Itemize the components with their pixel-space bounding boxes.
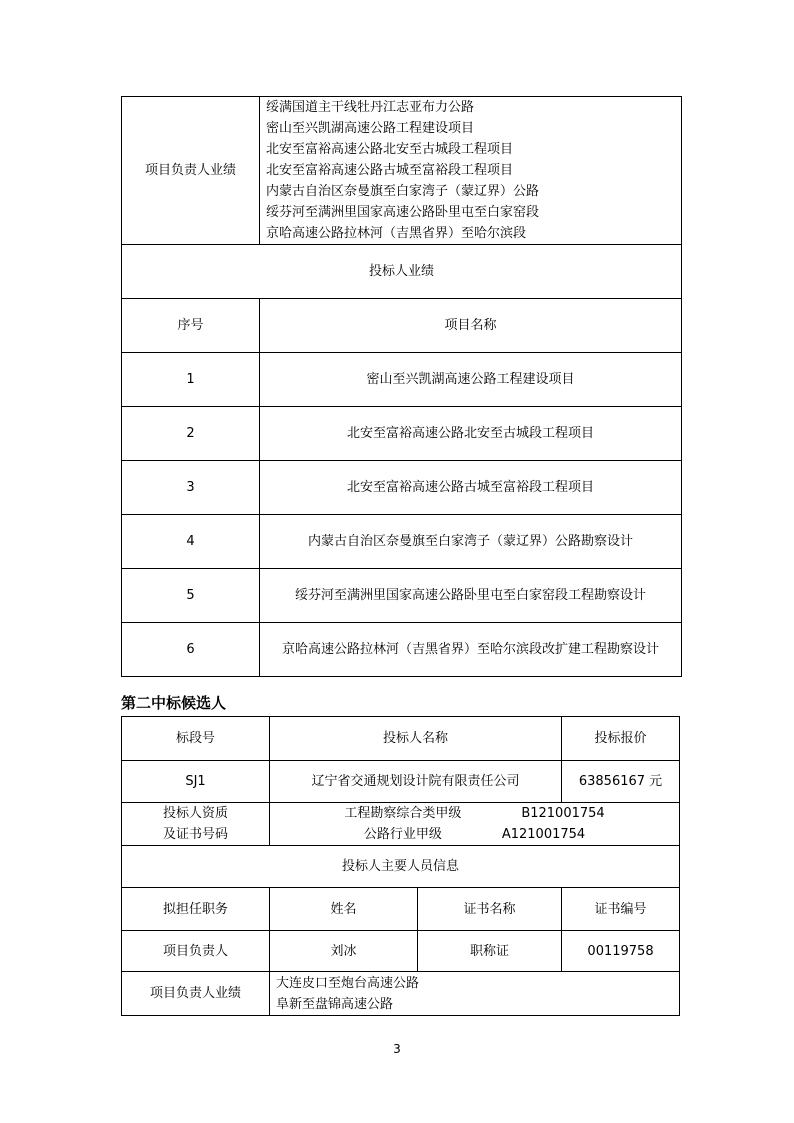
table-row xyxy=(122,407,682,461)
leader-performance-list xyxy=(260,97,682,245)
column-header-cert-no: 证书编号 xyxy=(562,888,680,931)
row-project-name: 内蒙古自治区奈曼旗至白家湾子（蒙辽界）公路勘察设计 xyxy=(260,515,682,569)
row-project-name: 北安至富裕高速公路北安至古城段工程项目 xyxy=(260,407,682,461)
row-seq: 1 xyxy=(122,353,260,407)
qualification-code: A121001754 xyxy=(501,827,586,842)
column-header-bid-price: 投标报价 xyxy=(562,717,680,761)
column-header-person-name: 姓名 xyxy=(270,888,418,931)
table-row xyxy=(122,515,682,569)
qualification-code: B121001754 xyxy=(521,806,605,821)
row-project-name xyxy=(260,623,682,677)
table-row xyxy=(122,931,680,972)
leader-performance-row xyxy=(122,972,680,1016)
leader-project-item: 北安至富裕高速公路古城至富裕段工程项目 xyxy=(266,163,514,178)
table-row xyxy=(122,353,682,407)
leader-project-item: 阜新至盘锦高速公路 xyxy=(276,996,394,1012)
leader-performance-row xyxy=(122,97,682,245)
qualification-row xyxy=(122,803,680,846)
column-header-position: 拟担任职务 xyxy=(122,888,270,931)
leader-project-item: 大连皮口至炮台高速公路 xyxy=(276,975,420,991)
qualification-label-line: 及证书号码 xyxy=(162,827,228,842)
row-project-name-text: 京哈高速公路拉林河（吉黑省界）至哈尔滨段改扩建工程勘察设计 xyxy=(281,642,659,657)
column-header-bidder-name: 投标人名称 xyxy=(270,717,562,761)
row-project-name: 北安至富裕高速公路古城至富裕段工程项目 xyxy=(260,461,682,515)
second-candidate-table xyxy=(121,716,680,1016)
person-position: 项目负责人 xyxy=(122,931,270,972)
row-project-name xyxy=(260,569,682,623)
column-header-project-name: 项目名称 xyxy=(260,299,682,353)
row-seq: 4 xyxy=(122,515,260,569)
qualification-label xyxy=(122,803,270,846)
page-number: 3 xyxy=(393,1042,401,1056)
leader-project-item: 内蒙古自治区奈曼旗至白家湾子（蒙辽界）公路 xyxy=(266,184,540,199)
section-heading: 第二中标候选人 xyxy=(121,694,227,712)
row-seq: 5 xyxy=(122,569,260,623)
person-name: 刘冰 xyxy=(270,931,418,972)
qualification-item xyxy=(274,824,675,845)
table-row xyxy=(122,623,682,677)
column-header-section-no: 标段号 xyxy=(122,717,270,761)
row-seq: 3 xyxy=(122,461,260,515)
leader-performance-list xyxy=(270,972,680,1016)
first-candidate-table xyxy=(121,96,682,677)
table-row xyxy=(122,461,682,515)
qualification-label-line: 投标人资质 xyxy=(162,806,228,821)
row-seq: 2 xyxy=(122,407,260,461)
column-header-seq: 序号 xyxy=(122,299,260,353)
leader-performance-label: 项目负责人业绩 xyxy=(122,97,260,245)
column-header-cert-name: 证书名称 xyxy=(418,888,562,931)
leader-project-item: 绥满国道主干线牡丹江志亚布力公路 xyxy=(266,100,475,115)
person-cert-no: 00119758 xyxy=(562,931,680,972)
person-cert-name: 职称证 xyxy=(418,931,562,972)
qualification-name: 工程勘察综合类甲级 xyxy=(344,806,462,821)
bidder-performance-header: 投标人业绩 xyxy=(122,245,682,299)
table-header-row xyxy=(122,717,680,761)
leader-project-item: 京哈高速公路拉林河（吉黑省界）至哈尔滨段 xyxy=(266,226,527,241)
leader-project-item: 密山至兴凯湖高速公路工程建设项目 xyxy=(266,121,475,136)
bidder-name-value: 辽宁省交通规划设计院有限责任公司 xyxy=(270,761,562,803)
leader-project-item: 绥芬河至满洲里国家高速公路卧里屯至白家窑段 xyxy=(266,205,540,220)
table-row xyxy=(122,761,680,803)
section-no-value: SJ1 xyxy=(122,761,270,803)
qualification-name: 公路行业甲级 xyxy=(363,827,442,842)
qualification-values xyxy=(270,803,680,846)
row-project-name: 密山至兴凯湖高速公路工程建设项目 xyxy=(260,353,682,407)
bid-price-value: 63856167 元 xyxy=(562,761,680,803)
row-project-name-text: 绥芬河至满洲里国家高速公路卧里屯至白家窑段工程勘察设计 xyxy=(294,588,646,603)
leader-project-item: 北安至富裕高速公路北安至古城段工程项目 xyxy=(266,142,514,157)
row-seq: 6 xyxy=(122,623,260,677)
table-header-row xyxy=(122,299,682,353)
table-row xyxy=(122,569,682,623)
qualification-item xyxy=(274,803,675,824)
leader-performance-label: 项目负责人业绩 xyxy=(122,972,270,1016)
table-header-row xyxy=(122,888,680,931)
personnel-header: 投标人主要人员信息 xyxy=(122,846,680,888)
